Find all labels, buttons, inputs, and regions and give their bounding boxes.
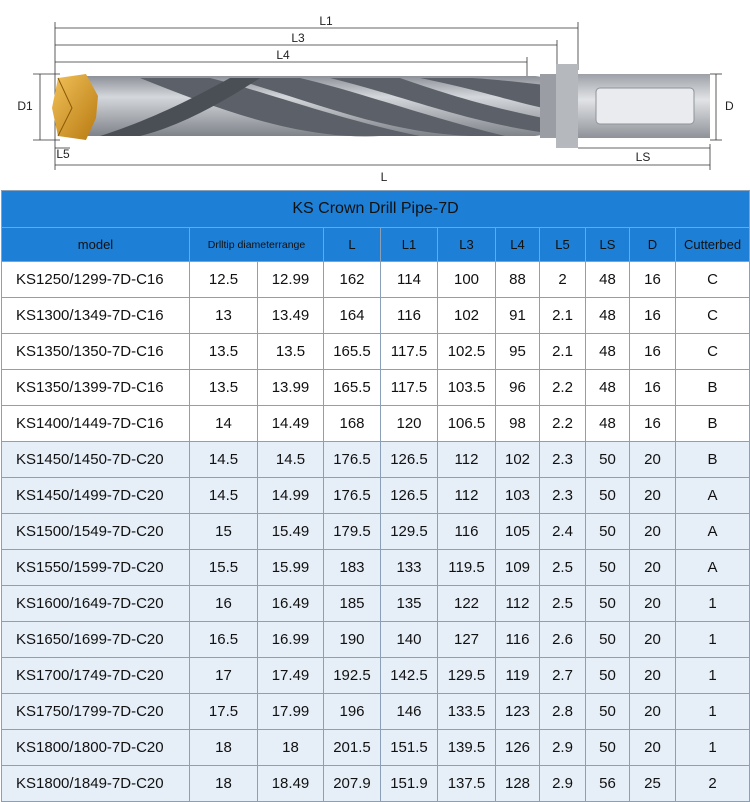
cell-l5: 2: [540, 262, 586, 298]
cell-model: KS1800/1800-7D-C20: [2, 730, 190, 766]
cell-l: 190: [324, 622, 381, 658]
cell-cutterbed: 1: [676, 694, 750, 730]
cell-l4: 98: [496, 406, 540, 442]
label-l4: L4: [276, 48, 290, 62]
cell-model: KS1800/1849-7D-C20: [2, 766, 190, 802]
cell-l4: 109: [496, 550, 540, 586]
cell-d: 16: [630, 262, 676, 298]
cell-cutterbed: 1: [676, 586, 750, 622]
cell-l3: 112: [438, 478, 496, 514]
cell-dia-min: 13.5: [190, 370, 258, 406]
cell-d: 20: [630, 550, 676, 586]
cell-l: 185: [324, 586, 381, 622]
label-l5: L5: [56, 147, 70, 161]
cell-model: KS1450/1450-7D-C20: [2, 442, 190, 478]
cell-l4: 102: [496, 442, 540, 478]
cell-l3: 103.5: [438, 370, 496, 406]
cell-dia-min: 16: [190, 586, 258, 622]
cell-l5: 2.4: [540, 514, 586, 550]
table-row: [2, 586, 750, 622]
cell-model: KS1300/1349-7D-C16: [2, 298, 190, 334]
cell-l5: 2.6: [540, 622, 586, 658]
cell-ls: 48: [586, 406, 630, 442]
cell-ls: 48: [586, 334, 630, 370]
cell-l5: 2.2: [540, 406, 586, 442]
table-row: [2, 766, 750, 802]
cell-dia-min: 12.5: [190, 262, 258, 298]
header-l4: L4: [496, 228, 540, 262]
table-row: [2, 658, 750, 694]
cell-l1: 142.5: [381, 658, 438, 694]
cell-ls: 50: [586, 730, 630, 766]
cell-cutterbed: A: [676, 478, 750, 514]
cell-l: 162: [324, 262, 381, 298]
cell-l5: 2.7: [540, 658, 586, 694]
cell-l4: 112: [496, 586, 540, 622]
cell-l5: 2.1: [540, 298, 586, 334]
cell-model: KS1550/1599-7D-C20: [2, 550, 190, 586]
header-l1: L1: [381, 228, 438, 262]
cell-dia-min: 14.5: [190, 478, 258, 514]
cell-l: 165.5: [324, 334, 381, 370]
cell-ls: 50: [586, 550, 630, 586]
cell-l3: 100: [438, 262, 496, 298]
cell-model: KS1700/1749-7D-C20: [2, 658, 190, 694]
cell-model: KS1450/1499-7D-C20: [2, 478, 190, 514]
cell-dia-max: 17.99: [258, 694, 324, 730]
cell-d: 16: [630, 298, 676, 334]
header-model: model: [2, 228, 190, 262]
cell-dia-min: 15.5: [190, 550, 258, 586]
cell-l4: 119: [496, 658, 540, 694]
cell-l: 164: [324, 298, 381, 334]
table-row: [2, 262, 750, 298]
cell-model: KS1400/1449-7D-C16: [2, 406, 190, 442]
cell-l3: 137.5: [438, 766, 496, 802]
cell-l4: 128: [496, 766, 540, 802]
cell-model: KS1250/1299-7D-C16: [2, 262, 190, 298]
cell-l1: 114: [381, 262, 438, 298]
cell-l1: 133: [381, 550, 438, 586]
cell-dia-min: 13: [190, 298, 258, 334]
cell-cutterbed: 1: [676, 658, 750, 694]
table-row: [2, 550, 750, 586]
cell-ls: 48: [586, 298, 630, 334]
cell-l5: 2.9: [540, 766, 586, 802]
cell-cutterbed: C: [676, 298, 750, 334]
cell-l: 201.5: [324, 730, 381, 766]
cell-ls: 50: [586, 442, 630, 478]
cell-l1: 129.5: [381, 514, 438, 550]
cell-l4: 91: [496, 298, 540, 334]
table-row: [2, 694, 750, 730]
cell-model: KS1500/1549-7D-C20: [2, 514, 190, 550]
cell-d: 16: [630, 334, 676, 370]
cell-l1: 151.9: [381, 766, 438, 802]
cell-dia-max: 13.49: [258, 298, 324, 334]
cell-model: KS1750/1799-7D-C20: [2, 694, 190, 730]
cell-l1: 140: [381, 622, 438, 658]
cell-dia-min: 17: [190, 658, 258, 694]
cell-l1: 146: [381, 694, 438, 730]
cell-ls: 50: [586, 694, 630, 730]
header-diameter-range: Drlltip diameterrange: [190, 228, 324, 262]
cell-l3: 106.5: [438, 406, 496, 442]
cell-d: 16: [630, 406, 676, 442]
cell-l5: 2.3: [540, 478, 586, 514]
cell-l: 176.5: [324, 442, 381, 478]
cell-l: 179.5: [324, 514, 381, 550]
cell-l5: 2.8: [540, 694, 586, 730]
cell-l3: 133.5: [438, 694, 496, 730]
cell-l: 192.5: [324, 658, 381, 694]
table-row: [2, 730, 750, 766]
cell-l1: 126.5: [381, 442, 438, 478]
cell-ls: 50: [586, 478, 630, 514]
cell-d: 25: [630, 766, 676, 802]
cell-l5: 2.2: [540, 370, 586, 406]
cell-cutterbed: 2: [676, 766, 750, 802]
cell-l5: 2.1: [540, 334, 586, 370]
cell-dia-min: 14.5: [190, 442, 258, 478]
header-l5: L5: [540, 228, 586, 262]
cell-d: 20: [630, 478, 676, 514]
cell-d: 20: [630, 730, 676, 766]
cell-d: 20: [630, 586, 676, 622]
drill-body: [68, 64, 710, 148]
cell-cutterbed: C: [676, 334, 750, 370]
cell-cutterbed: B: [676, 370, 750, 406]
cell-l3: 102.5: [438, 334, 496, 370]
cell-l3: 122: [438, 586, 496, 622]
cell-dia-max: 13.5: [258, 334, 324, 370]
cell-l1: 126.5: [381, 478, 438, 514]
cell-l5: 2.3: [540, 442, 586, 478]
table-row: [2, 514, 750, 550]
label-l1: L1: [319, 14, 333, 28]
cell-l: 196: [324, 694, 381, 730]
cell-ls: 50: [586, 586, 630, 622]
cell-l: 207.9: [324, 766, 381, 802]
cell-l5: 2.9: [540, 730, 586, 766]
cell-l4: 123: [496, 694, 540, 730]
drill-diagram: [0, 0, 750, 190]
cell-dia-max: 13.99: [258, 370, 324, 406]
cell-ls: 48: [586, 262, 630, 298]
cell-l: 168: [324, 406, 381, 442]
cell-d: 16: [630, 370, 676, 406]
cell-dia-max: 18.49: [258, 766, 324, 802]
cell-l4: 116: [496, 622, 540, 658]
cell-cutterbed: C: [676, 262, 750, 298]
cell-cutterbed: B: [676, 442, 750, 478]
table-title: KS Crown Drill Pipe-7D: [2, 191, 750, 228]
cell-d: 20: [630, 622, 676, 658]
cell-dia-min: 17.5: [190, 694, 258, 730]
cell-dia-min: 14: [190, 406, 258, 442]
spec-table: [1, 190, 750, 802]
cell-model: KS1650/1699-7D-C20: [2, 622, 190, 658]
cell-ls: 50: [586, 622, 630, 658]
label-d1: D1: [17, 99, 33, 113]
cell-d: 20: [630, 658, 676, 694]
cell-dia-min: 18: [190, 766, 258, 802]
table-row: [2, 334, 750, 370]
cell-dia-min: 13.5: [190, 334, 258, 370]
cell-l3: 116: [438, 514, 496, 550]
cell-l: 165.5: [324, 370, 381, 406]
cell-cutterbed: 1: [676, 622, 750, 658]
cell-l4: 105: [496, 514, 540, 550]
cell-d: 20: [630, 514, 676, 550]
cell-l: 176.5: [324, 478, 381, 514]
cell-cutterbed: A: [676, 514, 750, 550]
cell-dia-max: 15.49: [258, 514, 324, 550]
cell-ls: 48: [586, 370, 630, 406]
cell-l1: 135: [381, 586, 438, 622]
cell-l4: 103: [496, 478, 540, 514]
cell-model: KS1350/1399-7D-C16: [2, 370, 190, 406]
cell-d: 20: [630, 694, 676, 730]
cell-l3: 127: [438, 622, 496, 658]
cell-l1: 120: [381, 406, 438, 442]
label-d: D: [725, 99, 734, 113]
cell-dia-max: 16.49: [258, 586, 324, 622]
cell-dia-max: 14.99: [258, 478, 324, 514]
cell-l5: 2.5: [540, 586, 586, 622]
label-ls: LS: [635, 150, 651, 164]
cell-l4: 88: [496, 262, 540, 298]
cell-l4: 95: [496, 334, 540, 370]
label-l3: L3: [291, 31, 305, 45]
cell-l1: 116: [381, 298, 438, 334]
table-row: [2, 622, 750, 658]
header-l3: L3: [438, 228, 496, 262]
cell-dia-max: 14.49: [258, 406, 324, 442]
header-cutterbed: Cutterbed: [676, 228, 750, 262]
cell-ls: 50: [586, 658, 630, 694]
cell-l3: 129.5: [438, 658, 496, 694]
table-row: [2, 478, 750, 514]
cell-ls: 56: [586, 766, 630, 802]
cell-model: KS1600/1649-7D-C20: [2, 586, 190, 622]
cell-l5: 2.5: [540, 550, 586, 586]
cell-l3: 102: [438, 298, 496, 334]
table-row: [2, 370, 750, 406]
cell-dia-min: 18: [190, 730, 258, 766]
cell-dia-max: 14.5: [258, 442, 324, 478]
cell-l: 183: [324, 550, 381, 586]
header-d: D: [630, 228, 676, 262]
cell-l4: 126: [496, 730, 540, 766]
cell-l1: 117.5: [381, 334, 438, 370]
header-ls: LS: [586, 228, 630, 262]
cell-dia-max: 15.99: [258, 550, 324, 586]
table-row: [2, 406, 750, 442]
cell-ls: 50: [586, 514, 630, 550]
label-l: L: [380, 170, 388, 184]
table-row: [2, 298, 750, 334]
cell-l1: 117.5: [381, 370, 438, 406]
cell-dia-max: 16.99: [258, 622, 324, 658]
table-row: [2, 442, 750, 478]
cell-model: KS1350/1350-7D-C16: [2, 334, 190, 370]
cell-cutterbed: A: [676, 550, 750, 586]
cell-l1: 151.5: [381, 730, 438, 766]
cell-l3: 139.5: [438, 730, 496, 766]
cell-l3: 119.5: [438, 550, 496, 586]
cell-dia-min: 15: [190, 514, 258, 550]
cell-cutterbed: B: [676, 406, 750, 442]
cell-dia-max: 12.99: [258, 262, 324, 298]
header-l: L: [324, 228, 381, 262]
cell-dia-max: 17.49: [258, 658, 324, 694]
cell-l4: 96: [496, 370, 540, 406]
cell-dia-max: 18: [258, 730, 324, 766]
cell-dia-min: 16.5: [190, 622, 258, 658]
cell-d: 20: [630, 442, 676, 478]
table-body: [2, 262, 750, 802]
cell-l3: 112: [438, 442, 496, 478]
cell-cutterbed: 1: [676, 730, 750, 766]
